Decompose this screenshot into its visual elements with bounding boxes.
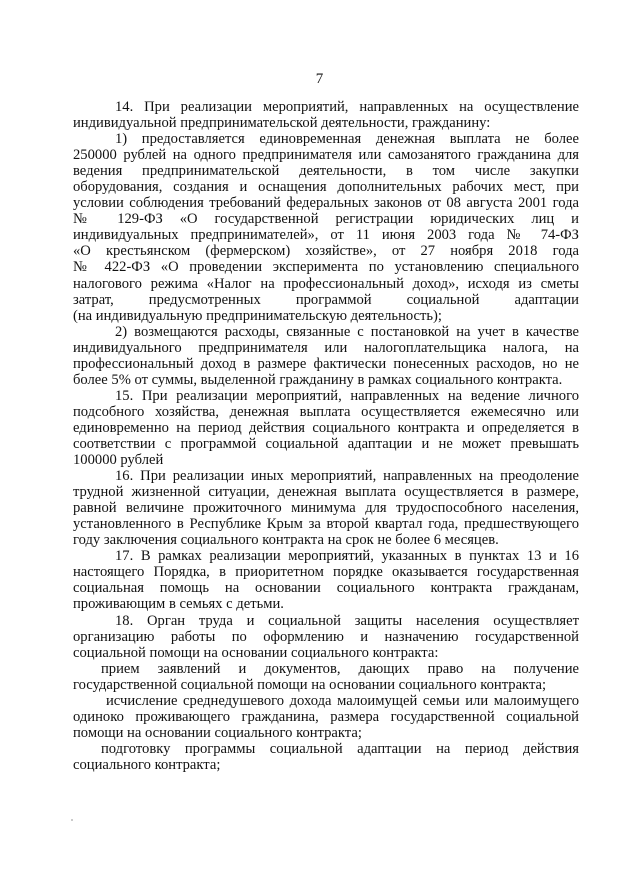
paragraph-16-line: году заключения социального контракта на срок не более 6 месяцев. [73,532,499,549]
list-item-line: социального контракта; [73,756,221,773]
list-item-line: помощи на основании социального контракта; [73,724,362,741]
item-1-line: налогового режима «Налог на профессиональный доход», исходя из сметы [73,275,579,292]
paragraph-14-line: индивидуальной предпринимательской деятельности, гражданину: [73,115,491,132]
item-1-line: (на индивидуальную предпринимательскую деятельность); [73,307,442,324]
list-item-line: исчисление среднедушевого дохода малоимущей семьи или малоимущего [106,692,579,709]
item-1-line: оборудования, создания и оснащения дополнительных рабочих мест, при [73,179,579,196]
item-1-line: № 129-ФЗ «О государственной регистрации юридических лиц и [73,211,579,228]
item-1-line: 250000 рублей на одного предпринимателя или самозанятого гражданина для [73,147,579,164]
paragraph-16-line: установленного в Республике Крым за второй квартал года, предшествующего [73,516,579,533]
page-number: 7 [315,71,324,87]
item-2-line: более 5% от суммы, выделенной гражданину в рамках социального контракта. [73,371,563,388]
paragraph-16-line: трудной жизненной ситуации, денежная выплата осуществляется в размере, [73,484,579,501]
paragraph-16-line: равной величине прожиточного минимума для трудоспособного населения, [73,500,579,517]
item-1-line: индивидуальных предпринимателей», от 11 июня 2003 года № 74-ФЗ [73,227,579,244]
paragraph-15-line: единовременно на период действия социального контракта и определяется в [73,419,579,436]
list-item-line: подготовку программы социальной адаптации на период действия [101,740,579,757]
item-1-line: затрат, предусмотренных программой социальной адаптации [73,291,579,308]
list-item-line: государственной социальной помощи на основании социального контракта; [73,676,547,693]
paragraph-15-line: подсобного хозяйства, денежная выплата осуществляется ежемесячно или [73,403,579,420]
paragraph-16-line: 16. При реализации иных мероприятий, направленных на преодоление [115,468,579,485]
item-1-line: условии соблюдения требований федеральных законов от 08 августа 2001 года [73,195,579,212]
paragraph-17-line: настоящего Порядка, в приоритетном порядке оказывается государственная [73,564,579,581]
paragraph-17-line: социальная помощь на основании социального контракта гражданам, [73,580,579,597]
item-2-line: индивидуального предпринимателя или налогоплательщика налога, на [73,339,579,356]
paragraph-14-line: 14. При реализации мероприятий, направленных на осуществление [115,99,579,115]
paragraph-15-line: 100000 рублей [73,452,164,469]
item-2-line: профессиональный доход в размере фактически понесенных расходов, но не [73,355,579,372]
paragraph-17-line: 17. В рамках реализации мероприятий, указанных в пунктах 13 и 16 [115,548,579,565]
item-1-line: «О крестьянском (фермерском) хозяйстве», от 27 ноября 2018 года [73,243,579,260]
item-1-line: ведения предпринимательской деятельности, в том числе закупки [73,163,579,180]
item-1-line: 1) предоставляется единовременная денежная выплата не более [115,131,579,148]
list-item-line: прием заявлений и документов, дающих право на получение [101,660,579,677]
paragraph-17-line: проживающим в семьях с детьми. [73,596,284,613]
paragraph-18-line: социальной помощи на основании социального контракта: [73,644,439,661]
paragraph-15-line: соответствии с программой социальной адаптации и не может превышать [73,435,579,452]
list-item-line: одиноко проживающего гражданина, размера государственной социальной [73,708,579,725]
item-2-line: 2) возмещаются расходы, связанные с постановкой на учет в качестве [115,323,579,340]
body-text [73,99,579,773]
scan-speck [71,819,73,821]
item-1-line: № 422-ФЗ «О проведении эксперимента по установлению специального [73,259,579,276]
paragraph-18-line: 18. Орган труда и социальной защиты населения осуществляет [115,612,579,629]
paragraph-18-line: организацию работы по оформлению и назначению государственной [73,628,579,645]
paragraph-15-line: 15. При реализации мероприятий, направленных на ведение личного [115,387,579,404]
